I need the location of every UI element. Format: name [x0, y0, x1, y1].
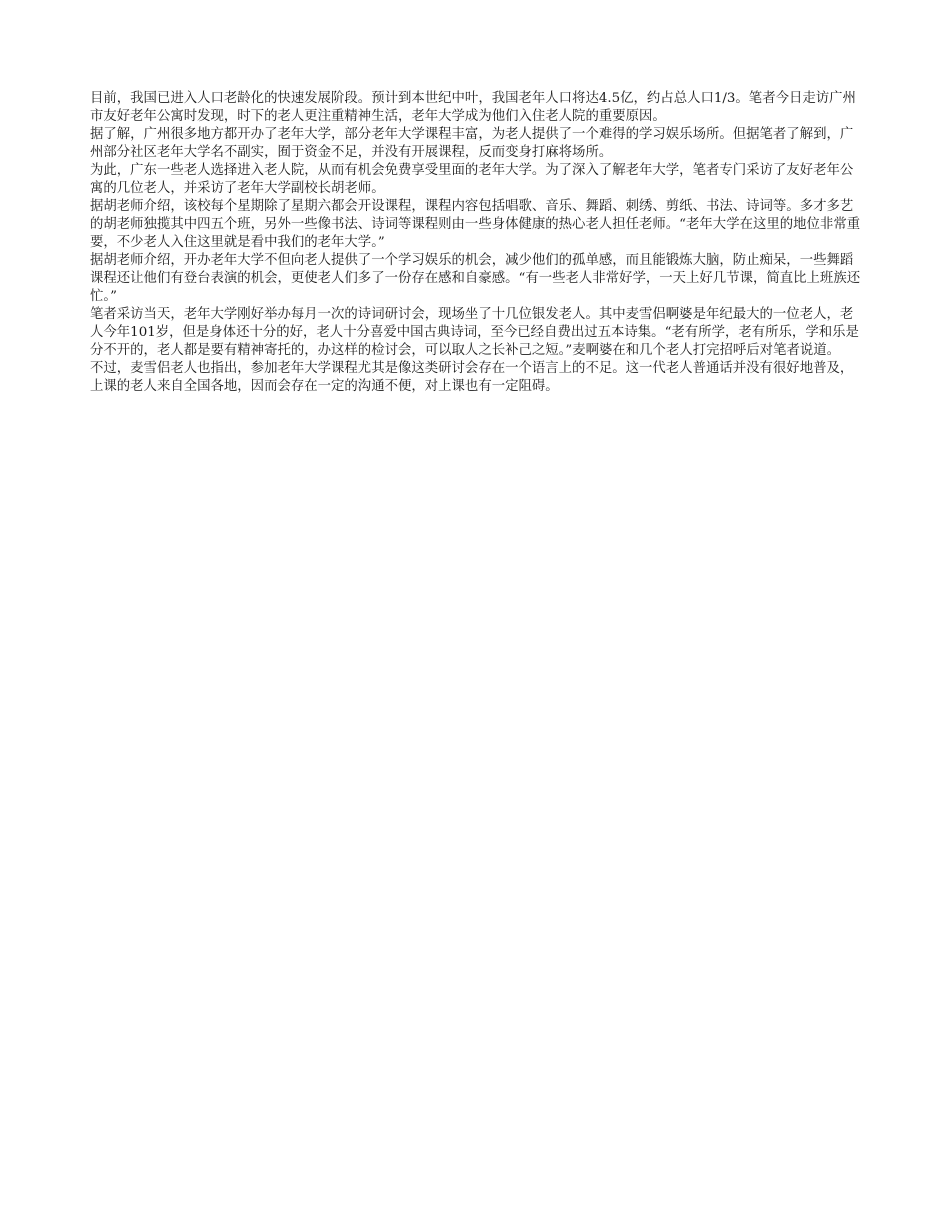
- paragraph-2: 据了解，广州很多地方都开办了老年大学，部分老年大学课程丰富，为老人提供了一个难得的学习娱乐场所。但据笔者了解到，广州部分社区老年大学名不副实，囿于资金不足，并没有开展课程，反而变身打麻将场所。: [90, 127, 854, 160]
- paragraph-5: 据胡老师介绍，开办老年大学不但向老人提供了一个学习娱乐的机会，减少他们的孤单感，而且能锻炼大脑，防止痴呆，一些舞蹈课程还让他们有登台表演的机会，更使老人们多了一份存在感和自豪感。“有一些老人非常好学，一天上好几节课，简直比上班族还忙。”: [90, 253, 861, 304]
- paragraph-1: 目前，我国已进入人口老龄化的快速发展阶段。预计到本世纪中叶，我国老年人口将达4.5亿，约占总人口1/3。笔者今日走访广州市友好老年公寓时发现，时下的老人更注重精神生活，老年大学成为他们入住老人院的重要原因。: [90, 91, 856, 124]
- paragraph-6: 笔者采访当天，老年大学刚好举办每月一次的诗词研讨会，现场坐了十几位银发老人。其中麦雪侣啊婆是年纪最大的一位老人，老人今年101岁，但是身体还十分的好，老人十分喜爱中国古典诗词，至今已经自费出过五本诗集。“老有所学，老有所乐，学和乐是分不开的，老人都是要有精神寄托的，办这样的检讨会，可以取人之长补己之短。”麦啊婆在和几个老人打完招呼后对笔者说道。: [90, 307, 859, 358]
- paragraph-4: 据胡老师介绍，该校每个星期除了星期六都会开设课程，课程内容包括唱歌、音乐、舞蹈、刺绣、剪纸、书法、诗词等。多才多艺的胡老师独揽其中四五个班，另外一些像书法、诗词等课程则由一些身体健康的热心老人担任老师。“老年大学在这里的地位非常重要，不少老人入住这里就是看中我们的老年大学。”: [90, 199, 861, 250]
- article-body: [90, 90, 865, 396]
- paragraph-3: 为此，广东一些老人选择进入老人院，从而有机会免费享受里面的老年大学。为了深入了解老年大学，笔者专门采访了友好老年公寓的几位老人，并采访了老年大学副校长胡老师。: [90, 163, 854, 196]
- paragraph-7: 不过，麦雪侣老人也指出，参加老年大学课程尤其是像这类研讨会存在一个语言上的不足。这一代老人普通话并没有很好地普及，上课的老人来自全国各地，因而会存在一定的沟通不便，对上课也有一定阻碍。: [90, 361, 854, 394]
